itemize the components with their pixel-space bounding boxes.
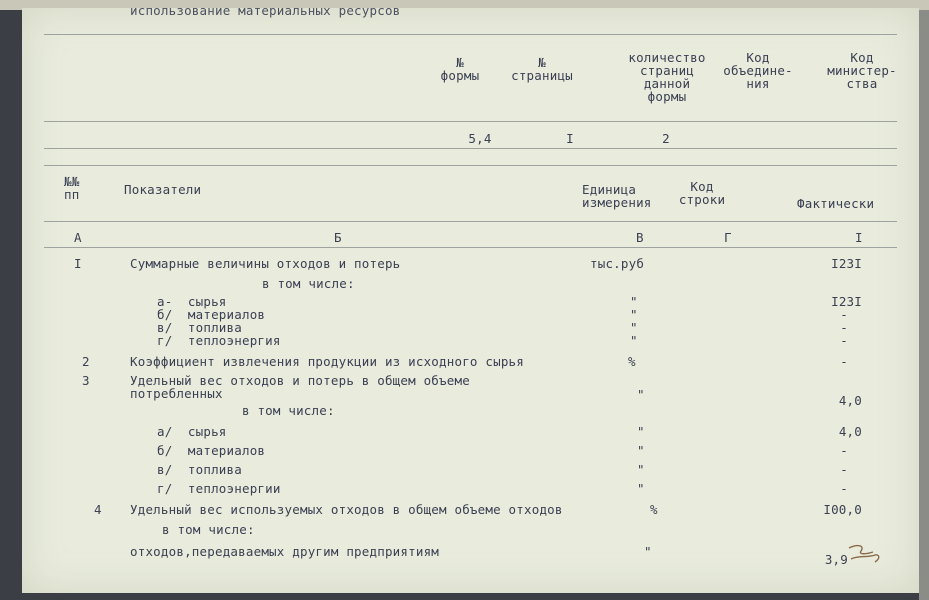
rule-header-bottom xyxy=(44,121,897,122)
letter-v: В xyxy=(636,230,644,245)
row-1d-label: г/ теплоэнергия xyxy=(157,333,281,348)
rule-top xyxy=(44,34,897,35)
rule-letters xyxy=(44,247,897,248)
row-3-unit: " xyxy=(637,387,645,402)
letter-one: I xyxy=(855,230,863,245)
header-org-code: Код объедине- ния xyxy=(723,50,793,91)
header-page: № страницы xyxy=(511,55,573,83)
page-right-edge xyxy=(919,10,929,600)
letter-a: А xyxy=(74,230,82,245)
row-1d-unit: " xyxy=(630,333,638,348)
letter-b: Б xyxy=(334,230,342,245)
row-3c-unit: " xyxy=(637,462,645,477)
document-page xyxy=(22,8,919,593)
row-4-num: 4 xyxy=(94,502,102,517)
row-3b-label: б/ материалов xyxy=(157,443,266,458)
top-text: использование материальных ресурсов xyxy=(130,8,401,18)
handwritten-mark xyxy=(845,542,885,568)
row-1-sub-label: в том числе: xyxy=(262,276,355,291)
row-3c-label: в/ топлива xyxy=(157,462,242,477)
row-1c-unit: " xyxy=(630,320,638,335)
value-page: I xyxy=(566,131,574,146)
row-4a-value: 3,9 xyxy=(824,552,848,567)
row-3d-unit: " xyxy=(637,481,645,496)
row-3a-label: а/ сырья xyxy=(157,424,227,439)
row-3d-value: - xyxy=(840,481,848,496)
letter-g: Г xyxy=(724,230,732,245)
row-4a-label: отходов,передаваемых другим предприятиям xyxy=(130,544,440,559)
row-1c-label: в/ топлива xyxy=(157,320,242,335)
row-4-value: I00,0 xyxy=(823,502,862,517)
row-1-unit: тыс.руб xyxy=(590,256,645,271)
row-1-num: I xyxy=(74,256,82,271)
row-4-sub-label: в том числе: xyxy=(162,522,255,537)
row-2-num: 2 xyxy=(82,354,90,369)
row-1a-value: I23I xyxy=(831,294,862,309)
row-3-label: Удельный вес отходов и потерь в общем объеме потребленных xyxy=(130,373,470,401)
header-count: количество страниц данной формы xyxy=(628,50,706,104)
row-4a-unit: " xyxy=(644,544,652,559)
row-1a-label: а- сырья xyxy=(157,294,227,309)
row-4-label: Удельный вес используемых отходов в общем объеме отходов xyxy=(130,502,563,517)
header-ministry-code: Код министер- ства xyxy=(827,50,897,91)
row-1b-label: б/ материалов xyxy=(157,307,266,322)
row-1a-unit: " xyxy=(630,294,638,309)
row-2-unit: % xyxy=(628,354,636,369)
row-3-num: 3 xyxy=(82,373,90,388)
value-count: 2 xyxy=(662,131,670,146)
row-3b-value: - xyxy=(840,443,848,458)
row-2-label: Коэффициент извлечения продукции из исходного сырья xyxy=(130,354,525,369)
row-3-value: 4,0 xyxy=(838,393,862,408)
row-1-value: I23I xyxy=(831,256,862,271)
header-form: № формы xyxy=(440,55,480,83)
col-code-header: Код строки xyxy=(678,179,726,207)
col-unit-header: Единица измерения xyxy=(582,182,652,210)
row-3c-value: - xyxy=(840,462,848,477)
col-actual-header: Фактически xyxy=(797,196,875,211)
row-1d-value: - xyxy=(840,333,848,348)
row-2-value: - xyxy=(840,354,848,369)
rule-values-2 xyxy=(44,165,897,166)
col-num-header: №№ пп xyxy=(64,174,80,202)
col-indicator-header: Показатели xyxy=(124,182,202,197)
rule-values xyxy=(44,148,897,149)
row-3-sub-label: в том числе: xyxy=(242,403,335,418)
rule-table-header xyxy=(44,221,897,222)
row-3b-unit: " xyxy=(637,443,645,458)
row-1b-value: - xyxy=(840,307,848,322)
row-1-label: Суммарные величины отходов и потерь xyxy=(130,256,401,271)
row-4-unit: % xyxy=(650,502,658,517)
row-3d-label: г/ теплоэнергии xyxy=(157,481,281,496)
value-form: 5,4 xyxy=(468,131,492,146)
row-3a-value: 4,0 xyxy=(838,424,862,439)
row-1c-value: - xyxy=(840,320,848,335)
row-3a-unit: " xyxy=(637,424,645,439)
row-1b-unit: " xyxy=(630,307,638,322)
